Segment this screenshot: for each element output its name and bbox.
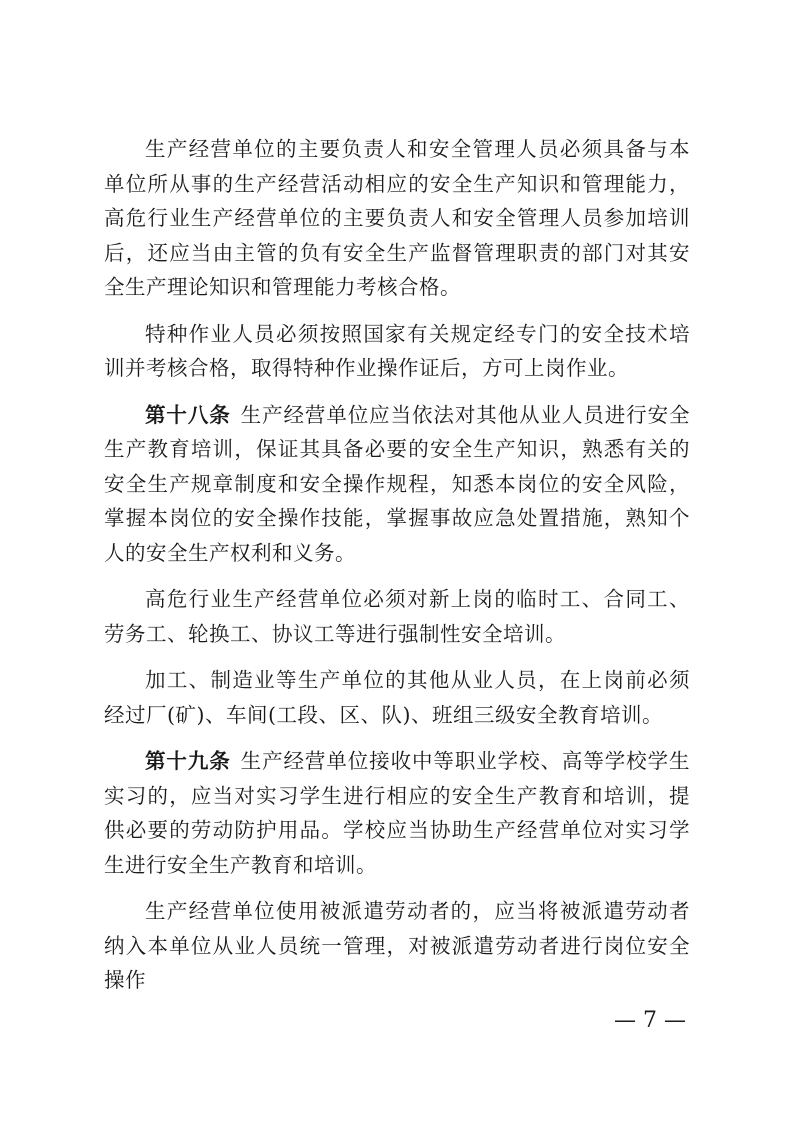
paragraph-text: 加工、制造业等生产单位的其他从业人员，在上岗前必须经过厂(矿)、车间(工段、区、队)、班组三级安全教育培训。 — [104, 668, 690, 727]
article-18 — [104, 398, 690, 571]
paragraph-7 — [104, 894, 690, 998]
document-body — [104, 132, 690, 998]
paragraph-text: 生产经营单位应当依法对其他从业人员进行安全生产教育培训，保证其具备必要的安全生产知识，熟悉有关的安全生产规章制度和安全操作规程，知悉本岗位的安全风险，掌握本岗位的安全操作技能，掌握事故应急处置措施，熟知个人的安全生产权利和义务。 — [104, 402, 691, 565]
paragraph-1 — [104, 132, 690, 305]
paragraph-text: 生产经营单位使用被派遣劳动者的，应当将被派遣劳动者纳入本单位从业人员统一管理，对被派遣劳动者进行岗位安全操作 — [104, 899, 690, 992]
paragraph-text: 生产经营单位接收中等职业学校、高等学校学生实习的，应当对实习学生进行相应的安全生产教育和培训，提供必要的劳动防护用品。学校应当协助生产经营单位对实习学生进行安全生产教育和培训。 — [104, 749, 691, 877]
page-number: — 7 — — [614, 1008, 686, 1033]
paragraph-5 — [104, 663, 690, 732]
paragraph-text: 特种作业人员必须按照国家有关规定经专门的安全技术培训并考核合格，取得特种作业操作证后，方可上岗作业。 — [104, 321, 690, 380]
article-number: 第十九条 — [145, 749, 231, 773]
article-19 — [104, 744, 690, 882]
paragraph-text: 高危行业生产经营单位必须对新上岗的临时工、合同工、劳务工、轮换工、协议工等进行强制性安全培训。 — [104, 587, 690, 646]
paragraph-text: 生产经营单位的主要负责人和安全管理人员必须具备与本单位所从事的生产经营活动相应的安全生产知识和管理能力，高危行业生产经营单位的主要负责人和安全管理人员参加培训后，还应当由主管的负有安全生产监督管理职责的部门对其安全生产理论知识和管理能力考核合格。 — [104, 137, 690, 299]
paragraph-4 — [104, 582, 690, 651]
paragraph-2 — [104, 317, 690, 386]
article-number: 第十八条 — [145, 402, 231, 427]
